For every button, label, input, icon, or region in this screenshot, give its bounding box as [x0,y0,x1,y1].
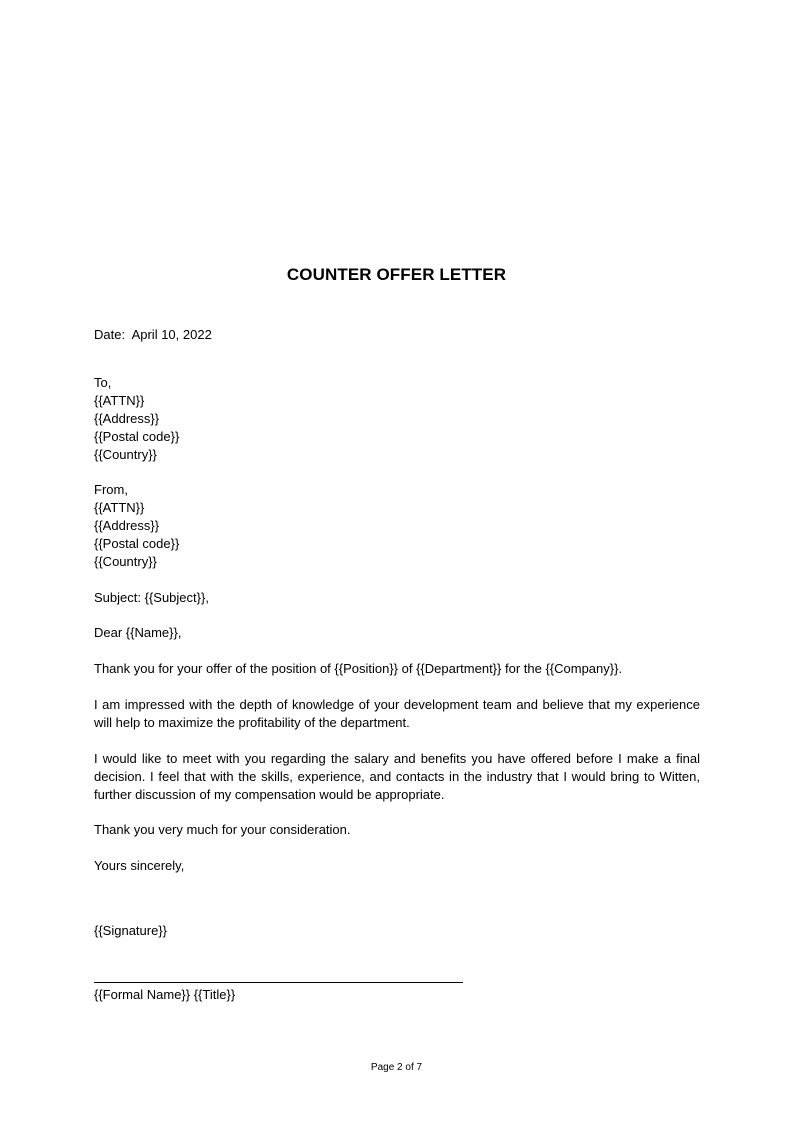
closing-text: Yours sincerely, [94,858,185,873]
signature-placeholder [94,922,700,940]
sender-address-block [94,481,700,571]
recipient-address-block [94,374,700,464]
document-title: COUNTER OFFER LETTER [286,265,507,284]
salutation-text: Dear {{Name}}, [94,625,182,640]
signature-line [94,982,463,983]
to-country: {{Country}} [94,447,157,462]
closing [94,857,700,875]
formal-name-text: {{Formal Name}} {{Title}} [94,987,236,1002]
from-heading: From, [94,482,128,497]
paragraph-offer-thanks: Thank you for your offer of the position of {{Position}} of {{Department}} for the {{Company}}. [94,661,623,676]
date-line [94,326,700,344]
subject-line [94,589,700,607]
to-postal-code: {{Postal code}} [94,429,180,444]
signature-text: {{Signature}} [94,923,168,938]
date-text: Date: April 10, 2022 [94,327,212,342]
page-number: Page 2 of 7 [370,1062,423,1073]
paragraph-consideration: Thank you very much for your consideration. [94,822,351,837]
formal-name-title [94,986,700,1004]
to-address: {{Address}} [94,411,160,426]
from-address: {{Address}} [94,518,160,533]
paragraph-meeting-request: I would like to meet with you regarding the salary and benefits you have offered before I make a final decision. I feel that with the skills, experience, and contacts in the industry that I would bring to Witten, further discussion of my compensation would be appropriate. [94,751,700,802]
paragraph-impressed: I am impressed with the depth of knowledge of your development team and believe that my experience will help to maximize the profitability of the department. [94,697,700,730]
from-country: {{Country}} [94,554,157,569]
subject-text: Subject: {{Subject}}, [94,590,209,605]
from-attn: {{ATTN}} [94,500,145,515]
from-postal-code: {{Postal code}} [94,536,180,551]
salutation [94,624,700,642]
to-attn: {{ATTN}} [94,393,145,408]
to-heading: To, [94,375,112,390]
